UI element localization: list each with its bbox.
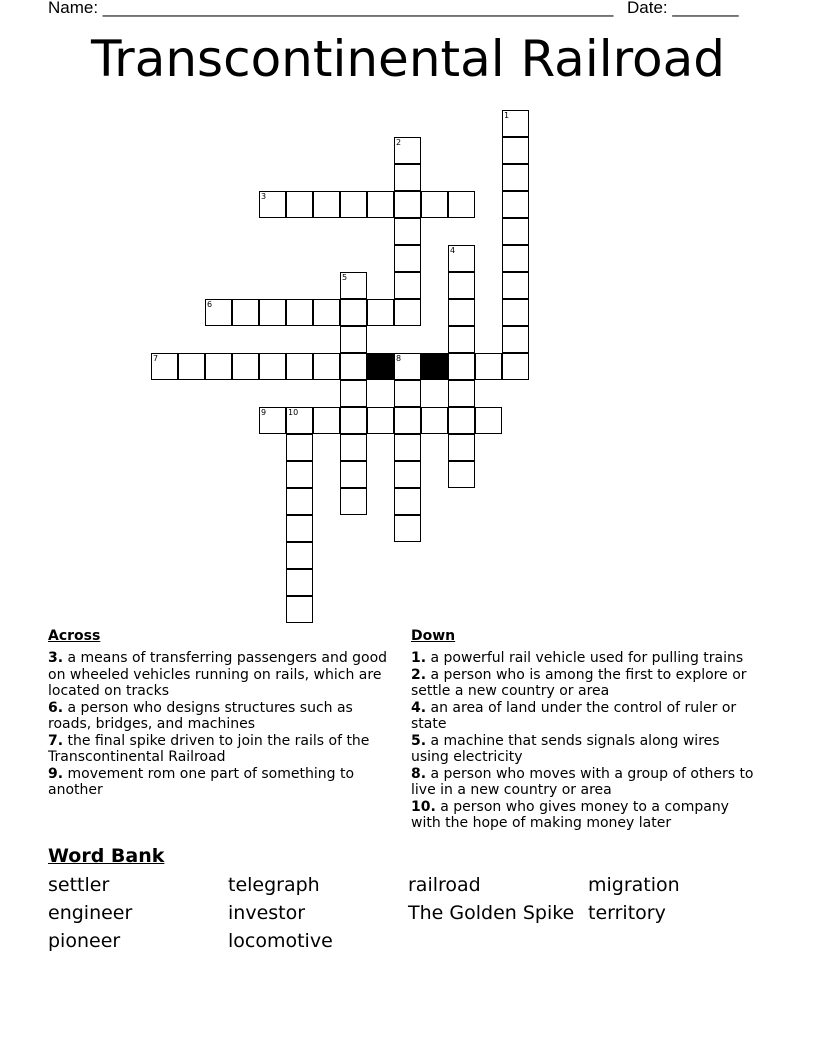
grid-cell[interactable] xyxy=(259,407,286,434)
grid-cell[interactable] xyxy=(286,407,313,434)
grid-cell[interactable] xyxy=(286,191,313,218)
clue-text: a person who moves with a group of others to live in a new country or area xyxy=(411,765,754,798)
clue-number-label: 5. xyxy=(411,732,427,749)
grid-cell[interactable] xyxy=(286,299,313,326)
grid-cell[interactable] xyxy=(178,353,205,380)
grid-cell[interactable] xyxy=(421,191,448,218)
clue-number: 1 xyxy=(504,111,510,120)
date-field: Date: _______ xyxy=(627,0,739,17)
grid-cell[interactable] xyxy=(394,488,421,515)
word-bank-word: The Golden Spike xyxy=(408,902,575,924)
grid-cell[interactable] xyxy=(286,434,313,461)
grid-cell[interactable] xyxy=(448,299,475,326)
grid-cell[interactable] xyxy=(394,299,421,326)
grid-cell[interactable] xyxy=(286,488,313,515)
across-clue xyxy=(48,700,393,733)
clue-number-label: 3. xyxy=(48,650,64,666)
word-bank-word: settler xyxy=(48,874,110,896)
clue-text: movement rom one part of something to another xyxy=(48,765,355,798)
clue-number: 6 xyxy=(207,300,213,309)
grid-cell[interactable] xyxy=(340,326,367,353)
grid-cell[interactable] xyxy=(394,218,421,245)
clue-number: 9 xyxy=(261,408,267,417)
grid-cell[interactable] xyxy=(286,569,313,596)
clue-text: a person who gives money to a company with the hope of making money later xyxy=(411,798,729,831)
grid-cell[interactable] xyxy=(394,434,421,461)
grid-cell[interactable] xyxy=(340,272,367,299)
clue-number-label: 8. xyxy=(411,765,427,782)
clue-number-label: 4. xyxy=(411,699,427,716)
clue-number: 5 xyxy=(342,273,348,282)
grid-cell[interactable] xyxy=(340,434,367,461)
grid-cell[interactable] xyxy=(340,299,367,326)
grid-cell[interactable] xyxy=(394,245,421,272)
clue-text: a machine that sends signals along wires using electricity xyxy=(411,732,720,765)
word-bank-word: engineer xyxy=(48,902,133,924)
clue-number: 8 xyxy=(396,354,402,363)
grid-cell[interactable] xyxy=(448,434,475,461)
clue-number-label: 7. xyxy=(48,732,64,749)
grid-cell[interactable] xyxy=(421,407,448,434)
grid-cell[interactable] xyxy=(394,137,421,164)
clue-number-label: 9. xyxy=(48,765,64,782)
grid-cell[interactable] xyxy=(448,272,475,299)
clue-text: a person who designs structures such as roads, bridges, and machines xyxy=(48,699,353,732)
down-clue xyxy=(411,733,761,766)
grid-cell[interactable] xyxy=(205,299,232,326)
grid-cell[interactable] xyxy=(448,191,475,218)
word-bank-heading: Word Bank xyxy=(48,845,165,867)
word-bank-word: locomotive xyxy=(228,930,333,952)
clue-text: the final spike driven to join the rails of the Transcontinental Railroad xyxy=(48,732,370,765)
grid-cell[interactable] xyxy=(502,353,529,380)
page-title: Transcontinental Railroad xyxy=(90,30,726,88)
grid-cell[interactable] xyxy=(367,407,394,434)
grid-cell[interactable] xyxy=(502,110,529,137)
grid-cell[interactable] xyxy=(232,353,259,380)
grid-cell[interactable] xyxy=(448,326,475,353)
across-clue xyxy=(48,733,393,766)
grid-cell[interactable] xyxy=(340,488,367,515)
grid-cell[interactable] xyxy=(394,407,421,434)
grid-cell[interactable] xyxy=(394,380,421,407)
clue-text: a powerful rail vehicle used for pulling trains xyxy=(426,650,744,666)
across-clue-list xyxy=(48,650,393,799)
grid-cell[interactable] xyxy=(259,353,286,380)
grid-cell[interactable] xyxy=(502,137,529,164)
grid-cell[interactable] xyxy=(394,353,421,380)
grid-cell[interactable] xyxy=(394,191,421,218)
word-bank-word: railroad xyxy=(408,874,481,896)
grid-cell[interactable] xyxy=(502,191,529,218)
grid-cell[interactable] xyxy=(340,353,367,380)
down-clue xyxy=(411,766,761,799)
grid-block xyxy=(421,353,448,380)
grid-cell[interactable] xyxy=(259,299,286,326)
grid-cell[interactable] xyxy=(502,299,529,326)
clue-number-label: 6. xyxy=(48,699,64,716)
grid-cell[interactable] xyxy=(394,461,421,488)
word-bank-word: migration xyxy=(588,874,680,896)
clue-number: 3 xyxy=(261,192,267,201)
grid-cell[interactable] xyxy=(448,380,475,407)
name-field: Name: ______________________________________________________ xyxy=(48,0,614,17)
clue-text: a means of transferring passengers and good on wheeled vehicles running on rails, which are located on tracks xyxy=(48,650,388,699)
grid-cell[interactable] xyxy=(340,191,367,218)
grid-cell[interactable] xyxy=(286,515,313,542)
down-clue xyxy=(411,667,761,700)
grid-cell[interactable] xyxy=(232,299,259,326)
clue-text: an area of land under the control of ruler or state xyxy=(411,699,737,732)
grid-cell[interactable] xyxy=(448,245,475,272)
grid-cell[interactable] xyxy=(286,353,313,380)
grid-cell[interactable] xyxy=(502,272,529,299)
word-bank-word: territory xyxy=(588,902,666,924)
grid-cell[interactable] xyxy=(367,299,394,326)
grid-cell[interactable] xyxy=(340,407,367,434)
clue-number: 2 xyxy=(396,138,402,147)
grid-cell[interactable] xyxy=(502,326,529,353)
down-clue xyxy=(411,650,761,667)
grid-cell[interactable] xyxy=(448,407,475,434)
word-bank-word: investor xyxy=(228,902,306,924)
grid-cell[interactable] xyxy=(448,461,475,488)
clue-number: 10 xyxy=(288,408,299,417)
grid-cell[interactable] xyxy=(502,218,529,245)
across-clue xyxy=(48,766,393,799)
grid-cell[interactable] xyxy=(502,164,529,191)
grid-cell[interactable] xyxy=(313,191,340,218)
clue-number-label: 1. xyxy=(411,650,427,666)
grid-cell[interactable] xyxy=(367,191,394,218)
grid-cell[interactable] xyxy=(394,164,421,191)
clue-number-label: 10. xyxy=(411,798,436,815)
grid-cell[interactable] xyxy=(313,407,340,434)
grid-cell[interactable] xyxy=(313,299,340,326)
down-clue xyxy=(411,700,761,733)
clue-number: 4 xyxy=(450,246,456,255)
clue-number: 7 xyxy=(153,354,159,363)
grid-cell[interactable] xyxy=(340,380,367,407)
grid-cell[interactable] xyxy=(286,596,313,623)
down-clue xyxy=(411,799,761,832)
down-clue-list xyxy=(411,650,761,832)
word-bank-word: pioneer xyxy=(48,930,121,952)
grid-cell[interactable] xyxy=(475,353,502,380)
grid-cell[interactable] xyxy=(394,515,421,542)
across-heading: Across xyxy=(48,628,101,644)
grid-block xyxy=(367,353,394,380)
grid-cell[interactable] xyxy=(259,191,286,218)
grid-cell[interactable] xyxy=(394,272,421,299)
grid-cell[interactable] xyxy=(502,245,529,272)
grid-cell[interactable] xyxy=(340,461,367,488)
grid-cell[interactable] xyxy=(475,407,502,434)
across-clue xyxy=(48,650,393,700)
grid-cell[interactable] xyxy=(286,461,313,488)
grid-cell[interactable] xyxy=(151,353,178,380)
clue-text: a person who is among the first to explore or settle a new country or area xyxy=(411,666,747,699)
down-heading: Down xyxy=(411,628,456,644)
grid-cell[interactable] xyxy=(448,353,475,380)
grid-cell[interactable] xyxy=(205,353,232,380)
grid-cell[interactable] xyxy=(313,353,340,380)
word-bank-word: telegraph xyxy=(228,874,320,896)
clue-number-label: 2. xyxy=(411,666,427,683)
grid-cell[interactable] xyxy=(286,542,313,569)
